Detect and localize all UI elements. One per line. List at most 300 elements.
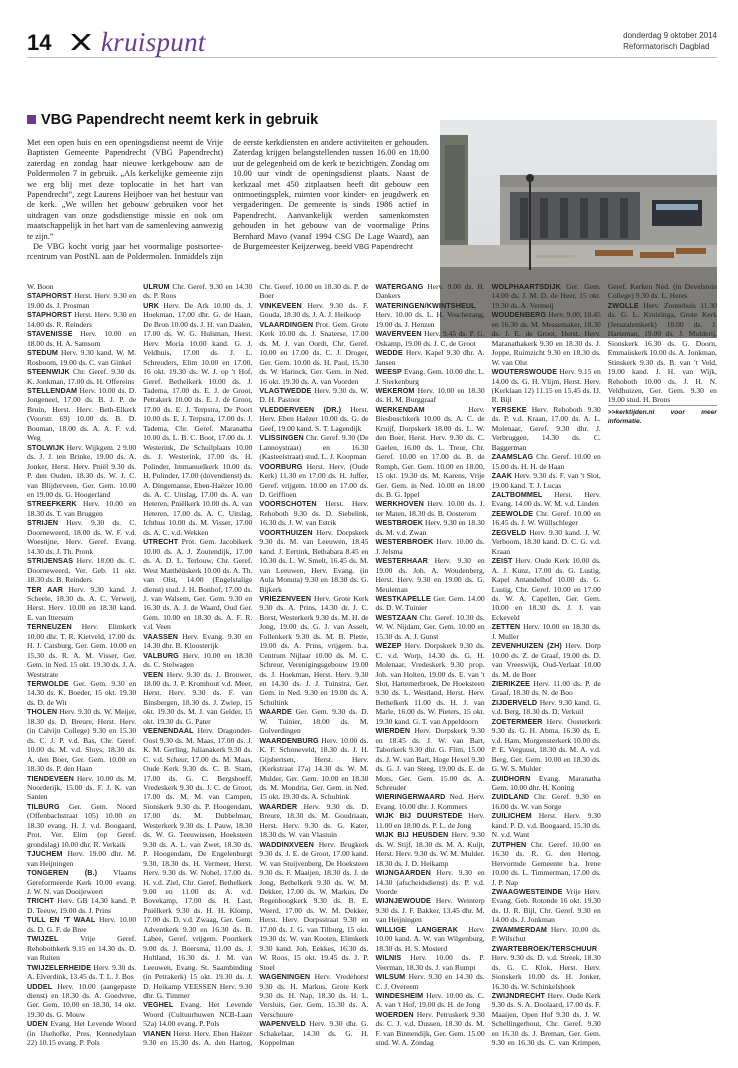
- listing-text: Herv. 9.30 ds. W. D. H. Pastoor: [259, 385, 369, 405]
- listing-entry: [259, 499, 368, 527]
- listing-place: TJUCHEM: [27, 849, 63, 859]
- listing-text: Herv. Zonnehuis 11.30 ds. G. L. Kruizinga, Grote Kerk (Jeruzalemkerk) 10.00 ds. J. Harteman, 19.00 ds. J. Mulderij, Sionskerk 16.30 ds. G. Doorn, Emmaüskerk 10.00 ds. A. Jonkman, Stinskerk 9.30 ds. B. van 't Veld, 19.00 kand. J. H. van Wijk, Rehoboth 10.00 ds. J. H. N. Veldhuizen, Ger. Gem. 9.30 en 19.00 stud. H. Brons: [607, 300, 717, 405]
- listing-entry: [27, 934, 136, 962]
- listing-text: Herv. Vredehorst 9.30 ds. H. Markus, Grote Kerk 9.30 ds. H. Nap, 18.30 ds. H. L. Versluis, Ger. Gem. 15.30 ds. A. Verschuure: [259, 972, 369, 1019]
- listing-text: Chr. Geref. 10.30 ds. W. W. Nijdam, Ger. Gem. 10.00 en 15.30 ds. A. J. Gunst: [375, 612, 485, 641]
- photo-caption: beeld VBG Papendrecht: [334, 242, 413, 252]
- listing-text: Chr. Geref. 10.00 en 15.00 ds. H. H. de Haan: [491, 452, 601, 471]
- listing-entry: [259, 320, 368, 386]
- listing-place: ZETTEN: [491, 622, 521, 632]
- listing-text: Herst. Herv. 9.30 en 14.00 ds. R. Reinders: [27, 310, 137, 329]
- listing-entry: [143, 670, 252, 727]
- listing-entry: [27, 622, 136, 679]
- listing-place: VLISSINGEN: [259, 433, 304, 443]
- listing-text: Herv. 9.30 ds. F. van 't Slot, 19.00 kand. T. J. Lucas: [491, 471, 601, 490]
- listing-place: UDDEL: [27, 981, 53, 991]
- listing-text: Herv. 18.00 ds. C. Doorneweerd, Ver. Geb. 11 okt. 18.30 ds. B. Reinders: [27, 556, 137, 585]
- listing-entry: [375, 613, 484, 641]
- listing-entry: [375, 925, 484, 953]
- listing-entry: [375, 499, 484, 518]
- listing-entry: [375, 953, 484, 972]
- listing-text: Herv. 10.00 ds. J. ter Maten, 18.30 ds. B. Oosterom: [375, 499, 485, 518]
- listing-entry: [608, 301, 717, 405]
- listing-entry: [259, 405, 368, 433]
- listing-place: TWIJZEL: [27, 934, 59, 944]
- listing-entry: [492, 944, 601, 991]
- listing-text: Herv. GB 14.30 kand. P. D. Teeuw, 19.00 ds. J. Prins: [27, 896, 137, 915]
- listing-place: ZWIJNDRECHT: [491, 990, 546, 1000]
- listing-text: Prot. Gem. Jacobikerk 10.00 ds. A. J. Zoutendijk, 17.00 ds. A. D. L. Terlouw, Chr. Geref. West Matthéüskerk 10.00 ds. A. Th. van Olst, 14.00 (Engelstalige dienst) stud. J. H. Bonhof, 17.00 ds. J. van Walsem, Ger. Gem. 9.30 en 16.30 ds. A. J. de Waard, Oud Ger. Gem. 10.00 en 18.30 ds. A. F. R. v.d. Veen: [143, 537, 253, 632]
- listing-place: UTRECHT: [143, 537, 179, 547]
- listing-text: Herv. 10.00 kand. A. W. van Wilgenburg, 18.30 ds. H. S. Mosterd: [375, 924, 485, 953]
- listing-text: Herst. Herv. Rehoboth 9.30 ds. D. Siebelink, 16.30 ds. J. W. van Estrik: [259, 499, 369, 528]
- listing-text: Herv. Dorpskerk 9.30 en 18.45 ds. J. W. van Bart, Taborkerk 9.30 dhr. G. Flim, 15.00 ds. J. W. van Bart, Hoge Hexel 9.30 ds. G. J. van Steeg, 19.00 ds. E. de Mots, Ger. Gem. 15.00 ds. A. Schreuder: [375, 726, 485, 793]
- listing-place: VRIEZENVEEN: [259, 593, 312, 603]
- listing-place: STRIJEN: [27, 518, 59, 528]
- listing-place: STRIJENSAS: [27, 556, 74, 566]
- listing-entry: [492, 622, 601, 641]
- article-paragraph: De VBG kocht vorig jaar het voormalige postsorteercentrum van PostNL aan de Poldermolen. Inmiddels zijn de eerste kerkdiensten en andere activiteiten er gehouden. Zaterdag krijgen belangstellenden tussen 16.00 en 18.00 uur de gelegenheid om de kerk te bezichtigen. Zondag om 10.00 uur vindt de openingsdienst plaats. Naast de kerkzaal met 450 zitplaatsen heeft dit gebouw een ontmoetingsplek, ruimten voor kinder- en jeugdwerk en vergaderingen. De gemeente is sinds 1986 actief in Papendrecht. Aanvankelijk werden samenkomsten gehouden in het gebouw van de voormalige Prins Bernhard Mavo (vanaf 1994 CSG De Lage Waard), aan de Burgemeester Keijzerweg. beeld VBG Papendrecht: [27, 138, 429, 262]
- listing-place: WESTBROEK: [375, 518, 424, 528]
- listing-entry: [143, 301, 252, 537]
- listing-entry: [143, 726, 252, 1000]
- listing-place: ZEIST: [491, 556, 513, 566]
- article-headline: VBG Papendrecht neemt kerk in gebruik: [27, 112, 318, 128]
- listing-place: STEDUM: [27, 348, 58, 358]
- listing-entry: [375, 556, 484, 594]
- page-number: 14: [27, 30, 52, 55]
- listing-place: WIERDEN: [375, 726, 411, 736]
- listing-entry: [27, 585, 136, 623]
- listing-entry: [259, 528, 368, 594]
- listing-text: Herv. Petruskerk 9.30 ds. C. J. v.d. Dussen, 18.30 ds. M. F. van Binnendijk, Ger. Gem. 15.00 stud. W. A. Zondag: [375, 1009, 485, 1048]
- listing-place: WERKENDAM: [375, 404, 425, 414]
- listing-entry: [259, 707, 368, 735]
- listing-text: Herv. 9.30 kand. W. M. Rosboom, 19.00 ds. C. van Ginkel: [27, 348, 137, 367]
- listing-place: STELLENDAM: [27, 385, 78, 395]
- listing-text: Herv. 19.00 dhr. M. van Heijningen: [27, 849, 137, 868]
- listing-place: ZWARTEBROEK/TERSCHUUR: [491, 943, 598, 953]
- listing-entry: [143, 282, 252, 301]
- listing-entry: [375, 792, 484, 811]
- listing-text: Herv. Dragonder-Oost 9.30 ds. M. Maas, 17.00 ds. J. K. M. Gerling, Julianakerk 9.30 ds. C. v.d. Scheur, 17.00 ds. M. Maas, Oude Kerk 9.30 ds. C. B. Stam, 17.00 ds. G. C. Bergshoeff, Vredeskerk 9.30 ds. J. C. de Groot, 17.00 ds. M. M. van Campen, Sionskerk 9.30 ds. P. Hoogendam, 17.00 ds. M. Dubbelman, Westerkerk 9.30 ds. I. Pauw, 18.30 ds. W. G. Teeuwissen, Hoeksteen 9.30 ds. A. L. van Zwet, 18.30 ds. P. Hoogendam, De Engelenburgt 9.30, 18.30 ds. H. Vermeer, Herst. Herv. 9.30 ds. W. Nobel, 17.00 ds. H. v.d. Ziel, Chr. Geref. Bethelkerk 9.00 en 11.00 ds. A. v.d. Bovekamp, 17.00 ds. H. Last, Pniëlkerk 9.30 ds. H. H. Klomp, 17.00 ds. D. v.d. Zwaag, Ger. Gem. Adventkerk 9.30 en 16.30 ds. B. Labee, Geref. vrijgem. Poortkerk 9.00 ds. J. Boersma, 11.00 ds. J. Holtland, 16.30 ds. J. M. van Leeuwen, Evang. St. Saambinding (in Petrakerk) 15 okt. 19.30 ds. J. D. Heikamp VEESSEN Herv. 9.30 dhr. G. Timmer: [143, 726, 253, 1000]
- listing-text: Herv. Dorp 10.00 ds. Z. de Graaf, 19.00 ds. D. van Vreeswijk, Oud-Verlaat 10.00 ds. M. de Boer: [491, 641, 601, 679]
- listing-entry: [27, 282, 136, 291]
- listing-entry: [492, 471, 601, 490]
- listing-place: WIJK BIJ DUURSTEDE: [375, 811, 463, 821]
- listing-entry: [27, 868, 136, 896]
- listing-place: VEENENDAAL: [143, 726, 194, 736]
- listing-entry: [143, 632, 252, 651]
- listing-entry: [27, 518, 136, 556]
- listing-place: ZEGVELD: [491, 527, 527, 537]
- listing-text: Herv. 9.15 en 14.00 ds. G. H. Vlijm, Herst. Herv. (Kerklaan 12) 11.15 en 15.45 ds. IJ. R. Bijl: [491, 367, 601, 405]
- listing-text: Herv. 9.30 en 18.30 ds. M. v.d. Zwan: [375, 518, 485, 537]
- listing-text: Ger. Gem. 9.30 en 14.30 ds. K. Boeder, 15 okt. 19.30 ds. D. de Wit: [27, 679, 137, 707]
- listing-text: Herv. 9.30 ds. D. Breure, 18.30 ds. M. Goudriaan, Herst. Herv. 9.30 ds. G. Kater, 18.30 ds. W. van Vlastuin: [259, 801, 369, 840]
- listing-entry: [492, 282, 601, 310]
- listing-text: Herst. Herv. Evang. 14.00 ds. W. M. v.d. Linden: [491, 489, 601, 509]
- listing-text: Herv. Kapel 9.30 dhr. A. Jansen: [375, 348, 485, 367]
- listing-entry: [27, 310, 136, 329]
- listing-text: Herv. 9.30 ds. W. Stijf, 18.30 ds. M. A. Kuijt, Herst. Herv. 9.30 ds. W. M. Mulder. 18.30 ds. J. D. Heikamp: [375, 830, 485, 868]
- listing-entry: [27, 348, 136, 367]
- listing-text: Herv. 10.00 ds. D. Jongeneel, 17.00 ds. B. J. P. de Bruin, Herst. Herv. Beth-Elkerk (Voorstr. 69) 10.00 ds. B. D. Bouman, 18.00 ds. A. A. F. v.d. Weg: [27, 385, 137, 443]
- listing-text: Herv. 9.30 ds. D. v.d. Streek, 18.30 ds. G. C. Klok, Herst. Herv. Sionskerk 10.00 ds. H. Jonker, 16.30 ds. W. Schinkelshoek: [491, 953, 601, 991]
- listing-text: Herv. Rehoboth 9.30 ds. P. v.d. Kraan, 17.00 ds. A. L. Molenaar, Geref. 9.30 dhr. J. Verbruggen, 14.30 ds. C. Baggerman: [491, 404, 601, 452]
- article-paragraph: Met een open huis en een openingsdienst neemt de Vrije Baptisten Gemeente Papendrecht (VBG Papendrecht) zaterdag en zondag haar nieuwe kerkgebouw aan de Poldermolen 7 in gebruik. „Als kerkelijke gemeente zijn we erg blij met deze toplocatie in het hart van Papendrecht”, zegt Laurens Heijboer van het bestuur van de kerk. „We willen het gebouw gebruiken voor het uitdragen van onze godsdienstige missie en ook om maatschappelijk in het hart van de samenleving aanwezig te zijn.”: [27, 138, 223, 241]
- listing-text: Chr. Geref. 9.30 en 16.00 ds. W. van Sorge: [491, 792, 601, 811]
- listing-entry: [27, 707, 136, 773]
- listing-entry: [375, 830, 484, 868]
- listing-entry: [375, 537, 484, 556]
- listing-entry: [375, 386, 484, 405]
- listing-place: ULRUM: [143, 282, 170, 291]
- listing-entry: [27, 291, 136, 310]
- listing-entry: [27, 896, 136, 915]
- listing-place: WESTZAAN: [375, 612, 417, 622]
- listing-text: Vrije Herv. Evang. Geb. Rotonde 16 okt. 19.30 ds. IJ. R. Bijl, Chr. Geref. 9.30 en 14.00 ds. J. Jonkman: [491, 887, 601, 925]
- listing-entry: [375, 811, 484, 830]
- listing-text: Herv. 10.00 en 18.30 ds. J. Muller: [491, 622, 601, 641]
- listing-entry: [375, 972, 484, 991]
- listing-place: WAGENINGEN: [259, 972, 311, 982]
- listing-text: Herv. Elimkerk 10.00 dhr. T. R. Kietveld, 17.00 ds. H. J. Catsburg, Ger. Gem. 10.00 en 15.30 ds. R. A. M. Visser, Ger. Gem. in Ned. 15 okt. 19.30 ds. J. A. Weststrate: [27, 622, 137, 679]
- listing-text: Ger. Gem. 14.00 ds. D. W. Tuinier: [375, 593, 485, 613]
- listing-text: Herv. Wijkgem. 2 9.00 ds. J. J. ten Brinke, 19.00 ds. A. Jonker, Herst. Herv. Pniël 9.30 ds. P. den Ouden, 18.30 ds. W. J. C. van Blijderveen, Ger. Gem. 10.00 en 19.00 ds. G. Hoogerland: [27, 442, 137, 499]
- listing-text: Herv. 9.45 ds. P. G. Oskamp, 19.00 ds. J. C. de Groot: [375, 329, 485, 348]
- listing-place: WAVERVEEN: [375, 329, 422, 339]
- listing-place: ZAAK: [491, 471, 512, 481]
- listing-entry: [259, 1019, 368, 1047]
- listing-text: Herv. 11.00 ds. P. de Graaf, 18.30 ds. N. de Boo: [491, 679, 601, 698]
- listing-place: WIJNJEWOUDE: [375, 896, 431, 906]
- listing-text: Herv. 9.30 ds. A. Elverdink, 13.45 ds. T. L. J. Bos: [27, 962, 137, 982]
- listing-place: WEZEP: [375, 641, 402, 651]
- listing-text: Herv. 9.30 ds. W. Meijer, 18.30 ds. D. Breure, Herst. Herv. (in Calvijn College) 9.30 en 15.30 ds. C. J. P. v.d. Bas, Chr. Geref. 10.00 ds. M. v.d. Sluys, 18.30 ds. A. den Boer, Ger. Gem. 10.00 en 18.30 ds. P. den Haan: [27, 707, 137, 774]
- listing-text: Chr. Geref. 9.30 en 14.30 ds. P. Roos: [143, 282, 253, 301]
- listing-entry: [492, 528, 601, 556]
- listing-text: Chr. Geref. 10.00 en 16.45 ds. J. W. Wüllschleger: [491, 508, 601, 528]
- listing-entry: [375, 641, 484, 726]
- listing-place: WAARDE: [259, 707, 292, 717]
- header-date: donderdag 9 oktober 2014: [623, 31, 717, 40]
- listing-place: STOLWIJK: [27, 442, 65, 452]
- listing-entry: [492, 925, 601, 944]
- listing-place: THOLEN: [27, 707, 58, 717]
- listing-entry: [492, 405, 601, 452]
- listing-text: Herv. 9.30 ds. J. Brouwer, 18.00 ds. J. P. Kromhout v.d. Meer, Herst. Herv. 9.30 ds. F. van Binsbergen, 18.30 ds. J. Zwiep, 15 okt. 19.30 ds. M. J. van Gelder, 15 okt. 19.30 ds. G. Pater: [143, 669, 253, 726]
- listing-text: Prot. Gem. Grote Kerk 10.00 ds. J. Snaterse, 17.00 ds. M. J. van Oordt, Chr. Geref. 10.00 en 17.00 ds. C. J. Droger, Ger. Gem. 10.00 ds. H. Paul, 15.30 ds. W. Harinck, Ger. Gem. in Ned. 16 okt. 19.30 ds. A. van Voorden: [259, 319, 369, 386]
- listing-entry: [492, 679, 601, 698]
- listing-entry: [27, 802, 136, 849]
- listing-text: Herst. Herv. 9.30 kand. P. D. v.d. Boogaard, 15.30 ds. N. v.d. Want: [491, 811, 601, 840]
- listing-entry: [492, 840, 601, 887]
- listing-entry: [492, 490, 601, 509]
- listing-entry: [375, 726, 484, 792]
- listing-entry: [27, 556, 136, 584]
- listing-text: Herv. Oude Kerk 10.00 ds. A. J. Kunz, 17.00 ds. G. Lustig, Kapel Amandelhof 10.00 ds. G. Lustig, Chr. Geref. 10.00 en 17.00 ds. W. A. Capellen, Ger. Gem. 10.00 en 18.30 ds. J. J. van Eckeveld: [491, 556, 601, 622]
- listing-place: ZEVENHUIZEN (ZH): [491, 641, 562, 651]
- listing-entry: [259, 972, 368, 1019]
- listing-place: VAASSEN: [143, 631, 179, 641]
- listing-entry: [492, 792, 601, 811]
- listing-place: VINKEVEEN: [259, 300, 302, 310]
- listing-text: Herv. 10.00 ds. L. H. Voschezang, 19.00 ds. J. Henzen: [375, 310, 485, 329]
- listing-place: VLEDDERVEEN (DR.): [259, 404, 342, 414]
- listing-entry: [259, 433, 368, 461]
- listing-text: Herv. Brugkerk 9.30 ds. J. E. de Groot, 17.00 kand. W. van Stuijvenberg, De Hoeksteen 9.30 ds. F. Maaijen, 18.30 ds. J. de Jong, Bethelkerk 9.30 ds. W. M. Dekker, 17.00 ds. W. Markus, De Regenboogkerk 9.30 ds. B. E. Weerd, 17.00 ds. W. M. Dekker, Herst. Herv. Dorpsstraat 9.30 en 17.00 ds. J. G. van Tilburg, 15 okt. 19.30 ds. W. van Kooten, Elimkerk 9.30 kand. Joh. Eekkes, 16.30 ds. W. Roos, 15 okt. 19.45 ds. J. P. Stoel: [259, 839, 369, 972]
- listing-entry: [492, 887, 601, 925]
- listing-place: ZEEWOLDE: [491, 508, 534, 518]
- listing-entry: [492, 367, 601, 405]
- listing-text: W. Boon: [27, 282, 54, 291]
- listing-place: WIJNGAARDEN: [375, 868, 431, 878]
- listing-place: WERKHOVEN: [375, 499, 424, 509]
- listing-place: TWIJZELERHEIDE: [27, 962, 92, 972]
- listing-entry: [143, 1000, 252, 1028]
- listing-place: URK: [143, 300, 160, 310]
- listing-place: ZWAAGWESTEINDE: [491, 887, 563, 896]
- page-header: [27, 24, 717, 64]
- listing-text: Chr. Geref. 9.30 ds. K. Jonkman, 17.00 ds. H. Offereins: [27, 367, 137, 386]
- listing-place: WINDESHEIM: [375, 990, 424, 1000]
- section-title: kruispunt: [101, 27, 206, 57]
- listing-text: Herv. 10.00 ds. P. Wilschut: [491, 924, 601, 944]
- listing-text: Herv. 10.00 en 18.00 ds. H. A. Samsom: [27, 329, 137, 348]
- listing-place: ZIERIKZEE: [491, 679, 531, 689]
- article-body: [27, 138, 429, 263]
- listing-entry: [492, 509, 601, 528]
- church-times-listing: [27, 282, 717, 1052]
- listing-entry: [259, 594, 368, 707]
- listing-place: TRICHT: [27, 896, 54, 906]
- kruispunt-logo-icon: [69, 30, 93, 54]
- listing-place: VOORSCHOTEN: [259, 499, 317, 509]
- listing-place: TER AAR: [27, 584, 64, 594]
- listing-entry: [492, 556, 601, 622]
- listing-place: VEEN: [143, 669, 164, 679]
- listing-entry: [259, 802, 368, 840]
- listing-place: WOUTERSWOUDE: [491, 367, 558, 377]
- listing-place: VALBURG: [143, 650, 179, 660]
- listing-entry: [27, 499, 136, 518]
- listing-place: WAPENVELD: [259, 1019, 306, 1029]
- listing-place: UDEN: [27, 1019, 48, 1029]
- listing-text: Evang. Het Levende Woord (in IJsehofke, Pres. Kennedylaan 22) 10.15 evang. P. Pols: [27, 1019, 137, 1048]
- listing-text: Herv. 10.00 en 18.30 ds. C. Stelwagen: [143, 650, 253, 670]
- listing-entry: [259, 301, 368, 320]
- listing-text: Herv. Biesboschkerk 10.00 ds. A. C. de Kruijf, Dorpskerk 18.00 ds. L. W. den Boer, Herst. Herv. 9.30 ds. C. Gaelen, 16.00 ds. L. Treur, Chr. Geref. 10.00 en 17.00 ds. B. de Romph, Ger. Gem. 10.00 en 18.00, 15 okt. 19.30 ds. M. Karens, Vrije Ger. Gem. in Ned. 10.00 en 18.00 ds. B. G. Ippel: [375, 404, 485, 499]
- listing-entry: [492, 452, 601, 471]
- listing-text: Herst. Herv. (Oude Kerk) 11.30 en 17.00 ds. H. Juffer, Geref. vrijgem. 10.00 en 17.00 ds. D. Griffioen: [259, 461, 369, 499]
- listing-entry: [27, 1019, 136, 1047]
- listing-place: ZOETERMEER: [491, 716, 543, 726]
- listing-text: Herv. 10.00 (aangepaste dienst) en 18.30 ds. A. Goedvree, Ger. Gem. 10.00 en 18.30, 14 okt. 19.30 ds. G. Mouw: [27, 981, 137, 1019]
- listing-text: Herv. 9.30 ds. F. Gouda, 18.30 ds. J. A. J. Heikoop: [259, 300, 369, 320]
- listing-entry: [259, 462, 368, 500]
- listing-entry: [375, 405, 484, 500]
- listing-place: STREEFKERK: [27, 499, 77, 509]
- listing-entry: [259, 736, 368, 802]
- listing-entry: [27, 963, 136, 982]
- listing-entry: [27, 386, 136, 443]
- listing-text: Herv. 10.00 ds. D. G. F. de Bree: [27, 915, 137, 934]
- listing-place: VOORBURG: [259, 461, 303, 471]
- listing-place: WILLIGE LANGERAK: [375, 924, 458, 934]
- listing-place: ZUTPHEN: [491, 839, 527, 849]
- header-publication: Reformatorisch Dagblad: [623, 42, 710, 51]
- listing-entry: [27, 915, 136, 934]
- listing-entry: [375, 301, 484, 329]
- listing-place: TERNEUZEN: [27, 622, 72, 632]
- listing-text: Chr. Geref. 9.30 (De Lannoystraat) en 16.30 (Kasteelstraat) stud. L. J. Koopman: [259, 433, 369, 462]
- listing-place: WESTERBROEK: [375, 537, 434, 547]
- listing-text: Herv. 10.00 ds. P. Veerman, 18.30 ds. J. van Rumpt: [375, 953, 485, 972]
- listing-entry: [27, 329, 136, 348]
- listing-entry: [143, 651, 252, 670]
- listing-place: YERSEKE: [491, 404, 527, 414]
- listing-place: STEENWIJK: [27, 367, 70, 377]
- listing-place: ZALTBOMMEL: [491, 489, 543, 499]
- listing-place: WILNIS: [375, 953, 402, 963]
- listing-text: Evang. Maranatha Gem. 10.00 dhr. H. Koning: [491, 773, 601, 793]
- listing-entry: [492, 717, 601, 774]
- listing-text: Herv. 10.00 en 18.30 ds. T. van Bruggen: [27, 499, 137, 518]
- listing-place: ZWAMMERDAM: [491, 924, 547, 934]
- listing-place: VIANEN: [143, 1028, 171, 1038]
- listing-place: WATERGANG: [375, 282, 424, 291]
- listing-place: TILBURG: [27, 801, 60, 811]
- listing-entry: [492, 310, 601, 367]
- listing-place: TERWOLDE: [27, 679, 69, 689]
- listing-text: Herv. 9.30 kand. J. Scheele, 18.30 ds. A. C. Verweij, Herst. Herv. 10.00 en 18.30 kand. E. van Ittersum: [27, 584, 137, 622]
- listing-text: Herv. 9.00 ds. H. Dankers: [375, 282, 485, 301]
- listing-entry: [375, 518, 484, 537]
- listing-place: TULL EN 'T WAAL: [27, 915, 96, 925]
- listing-text: Herv. 9.30 kand. J. W. Verboom, 18.30 kand. D. C. G. v.d. Kraan: [491, 527, 601, 556]
- listing-text: Herv. Dorpskerk 9.30 ds. M. van Leeuwen, 18.45 kand. J. Eertink, Bethabara 8.45 en 10.30 ds. L. W. Smelt, 16.45 ds. M. van Leeuwen, Herv. Evang. (in Aula Monuta) 9.30 en 18.30 ds. G. Bijkerk: [259, 527, 369, 594]
- listing-place: WOERDEN: [375, 1009, 414, 1019]
- listing-place: VOORTHUIZEN: [259, 527, 313, 537]
- listing-place: WOLPHAARTSDIJK: [491, 282, 561, 291]
- listing-place: STAVENISSE: [27, 329, 73, 339]
- listing-text: Herv. Oude Kerk 9.30 ds. S. A. Doolaard, 17.00 ds. F. Maaijen, Open Hof 9.30 ds. J. W. Schellingerhout, Chr. Geref. 9.30 en 16.30 ds. J. Breman, Ger. Gem. 9.30 en 16.30 ds. C. van Krimpen, Geref. Kerken Ned. (in Develstein College) 9.30 ds. L. Heres: [491, 282, 717, 1048]
- listing-entry: [375, 868, 484, 896]
- listing-text: Herv. 10.00 ds. J. Jelsma: [375, 537, 485, 556]
- listing-entry: [375, 348, 484, 367]
- listing-text: Ger. Gem. Noord (Offenbachstraat 105) 10.00 en 18.30 evang. H. J. v.d. Boogaard, Prot. Ver. Elim (op Geref. grondslag) 10.00 dhr. R. Verkaik: [27, 801, 137, 849]
- listing-place: ZIJDERVELD: [491, 697, 538, 707]
- listing-text: Herv. Grote Kerk 9.30 ds. A. Prins, 14.30 dr. J. C. Borst, Westerkerk 9.30 ds. M. H. de Jong, 19.00 ds. G. J. van Asselt, Follenkerk 9.30 ds. M. B. Plette, 19.00 ds. A. Prins, vrijgem. b.a. Centrum Nijlaar 10.00 ds. M. C. Schreur, Verenigingsgebouw 19.00 ds. J. Hoekman, Herst. Herv. 9.30 en 14.30 ds. J. J. Tuinstra, Ger. Gem. in Ned. 9.30 en 19.00 ds. A. Schultink: [259, 593, 369, 707]
- listing-entry: [492, 641, 601, 679]
- listing-text: Herv. 9.30 en 14.30 (afscheidsdienst) ds. P. v.d. Voorde: [375, 868, 485, 896]
- listing-text: Ger. Gem. 14.00 ds. J. M. D. de Heer, 15 okt. 19.30 ds. A. Vermeij: [491, 282, 601, 310]
- listing-entry: [27, 443, 136, 500]
- listing-entry: [27, 849, 136, 868]
- listing-entry: [492, 698, 601, 717]
- listing-place: WEDDE: [375, 348, 403, 358]
- listing-text: Herv. 9.30 dhr. G. Schakelaar, 14.30 ds. G. H. Koppelman: [259, 1019, 369, 1048]
- listing-text: Herv. Evang. 9.30 en 14.30 dhr. B. Kloosterijk: [143, 631, 253, 651]
- listing-place: VLAGTWEDDE: [259, 385, 312, 395]
- listing-text: Herv. Oosterkerk 9.30 ds. G. H. Abma, 16.30 ds. E. v.d. Ham, Morgensterkerk 10.00 ds. P. E. Verguust, 18.30 ds. M. A. v.d. Berg, Ger. Gem. 10.00 en 18.30 ds. G. W. S. Mulder: [491, 716, 601, 774]
- listing-text: Herv. 9.00, 10.45 en 16.30 ds. M. Messemaker, 18.30 ds. J. E. de Groot, Herst. Herv. Maranathakerk 9.30 en 18.30 ds. J. Joppe, Ruimzicht 9.30 en 18.30 ds. W. van Olst: [491, 310, 601, 367]
- listing-entry: [259, 840, 368, 972]
- listing-entry: [27, 367, 136, 386]
- listing-place: ZUIDHORN: [491, 773, 531, 783]
- listing-text: Herv. 9.30 kand. G. v.d. Berg, 18.30 ds. D. Verkuil: [491, 697, 601, 717]
- listing-text: Herv. 10.00 ds. K. F. Schoneveld, 18.30 ds. J. H. Gijsbertsen, Herst. Herv. (Kerkstraat 17a) 14.30 ds. W. M. Mulder, Ger. Gem. 10.00 en 18.30 ds. M. Mondria, Ger. Gem. in Ned. 15 okt. 19.30 ds. A. Schultink: [259, 735, 369, 802]
- listing-place: WATERINGEN/KWINTSHEUL: [375, 300, 476, 310]
- listing-entry: [375, 1010, 484, 1048]
- listing-place: WAARDER: [259, 801, 298, 811]
- listing-place: STAPHORST: [27, 310, 72, 320]
- listing-place: TONGEREN (B.): [27, 868, 98, 878]
- header-rule: [27, 57, 717, 58]
- listing-text: Herst. Herv. 9.30 en 19.00 ds. J. Prosman: [27, 291, 137, 310]
- listing-text: Herv. 9.30 ds. C. Doorneweerd, 18.00 ds. W. F. v.d. Woestijne, Herv. Geref. Evang. 14.30 ds. J. Th. Pronk: [27, 518, 137, 556]
- listing-text: Vrije Geref. Rehobothkerk 9.15 en 14.30 ds. D. van Ruiten: [27, 934, 137, 963]
- listing-place: WIERINGERWAARD: [375, 792, 446, 802]
- listing-place: VLAARDINGEN: [259, 319, 314, 329]
- listing-text: Vlaams Gereformeerde Kerk 10.00 evang. J. W. N. van Dooijeweert: [27, 868, 137, 896]
- listing-text: Evang. Het Levende Woord (Cultuurhuwen NCB-Laan 52a) 14.00 evang. P. Pols: [143, 1000, 253, 1029]
- listing-place: WEKEROM: [375, 385, 415, 395]
- listing-entry: [27, 982, 136, 1020]
- listing-entry: [375, 896, 484, 924]
- listing-text: Herv. 11.00 en 18.00 ds. P. L. de Jong: [375, 811, 485, 830]
- listing-text: Evang. Gem. 10.00 dhr. L. J. Sterkenburg: [375, 367, 485, 386]
- listing-text: Herv. 9.30 en 19.00 ds. Joh. A. Woudenberg, Herst. Herv. 9.30 en 19.00 ds. G. Meuleman: [375, 556, 485, 594]
- listing-place: WADDINXVEEN: [259, 839, 314, 849]
- listing-place: WESTKAPELLE: [375, 593, 431, 603]
- listing-place: TIENDEVEEN: [27, 773, 74, 783]
- listing-place: WEESP: [375, 367, 402, 377]
- listing-place: ZWOLLE: [607, 300, 639, 310]
- listing-text: Herst. Herv. Eben Haëzer 9.30 en 15.30 ds. A. den Hartog, Chr. Geref. 10.00 en 18.30 ds. P. de Boer: [143, 282, 369, 1048]
- listing-entry: [27, 679, 136, 707]
- listing-entry: [375, 367, 484, 386]
- listing-place: ZUIDLAND: [491, 792, 530, 802]
- listing-entry: [259, 386, 368, 405]
- listing-place: WIJK BIJ HEUSDEN: [375, 830, 449, 840]
- listing-place: ZAAMSLAG: [491, 452, 534, 462]
- listing-text: Herv. Weinterp 9.30 ds. J. F. Bakker, 13.45 dhr. M. van Heijningen: [375, 896, 485, 925]
- headline-square-icon: [27, 115, 36, 124]
- listing-entry: [492, 774, 601, 793]
- listing-entry: [375, 594, 484, 613]
- header-meta: [623, 30, 717, 52]
- listing-text: Herv. 10.00 ds. M. Noorderijk, 15.00 ds. F. J. K. van Santen: [27, 773, 137, 802]
- listing-place: WESTERHAAR: [375, 556, 428, 566]
- listing-entry: [375, 991, 484, 1010]
- listing-text: Herv. 10.00 ds. C. A. van 't Hof, 19.00 ds. H. de Jong: [375, 990, 485, 1010]
- listing-entry: [375, 282, 484, 301]
- listing-place: WOUDENBERG: [491, 310, 547, 320]
- footer-note: >>kerktijden.nl voor meer informatie.: [608, 405, 717, 427]
- listing-text: Herv. 10.00 en 18.30 ds. H. M. Burggraaf: [375, 385, 485, 405]
- listing-text: Herv. Dorpskerk 9.30 ds. C. v.d. Worp, 14.30 ds. G. H. Molenaar, Vredeskerk 9.30 prop. Joh. van Holten, 19.00 ds. E. van 't Slot, Hattemerbroek, De Hoeksteen 9.30 ds. L. Westland, Herst. Herv. Bethelkerk 11.00 ds. H. J. van Marle, 16.00 ds. W. Pieters, 15 okt. 19.30 kand. G. T. van Appeldoorn: [375, 641, 485, 726]
- listing-text: Herv. De Ark 10.00 ds. J. Hoekman, 17.00 dhr. G. de Haan, De Bron 10.00 ds. J. H. van Daalen, 17.00 ds. W. G. Hulsman, Herst. Herv. Moria 10.00 kand. G. J. Veldhuis, 17.00 ds. J. L. Schreuders, Elim 10.00 en 17.00, 16 okt. 19.30 ds. W. J. op 't Hof, Geref. Bethelkerk 10.00 ds. J. Tadema, 17.00 ds. E. J. de Groot, Petrakerk 10.00 ds. E. J. de Groot, 17.00 ds. E. J. Terpstra, De Poort 10.00 ds. E. J. Terpstra, 17.00 ds. J. Tadema, Chr. Geref. Maranatha 10.00 ds. L. B. C. Boot, 17.00 ds. J. Westerink, De Schuilplaats 10.00 ds. J. Westerink, 17.00 ds. H. Polinder, Immanuelkerk 10.00 ds. H. Polinder, 17.00 (dovendienst) ds. A. Dingemanse, Eben-Haëzer 10.00 ds. A. C. Uitslag, 17.00 ds. A. van Heteren, Pniëlkerk 10.00 ds. A. van Heteren, 17.00 ds. A. C. Uitslag, Ichthus 10.00 ds. M. Visser, 17.00 ds. A. C. v.d. Wekken: [143, 300, 253, 537]
- listing-text: Ger. Gem. 9.30 ds. D. W. Tuinier, 18.00 ds. M. Golverdingen: [259, 707, 369, 736]
- listing-place: WILSUM: [375, 972, 406, 982]
- listing-place: STAPHORST: [27, 291, 72, 301]
- listing-entry: [375, 329, 484, 348]
- listing-entry: [143, 537, 252, 632]
- listing-place: ZUILICHEM: [491, 811, 532, 821]
- listing-text: Chr. Geref. 10.00 en 16.30 ds. R. G. den Hertog, Hervormde Gemeente b.a. Irene 10.00 ds. L. Timmerman, 17.00 ds. J. P. Nap: [491, 839, 601, 887]
